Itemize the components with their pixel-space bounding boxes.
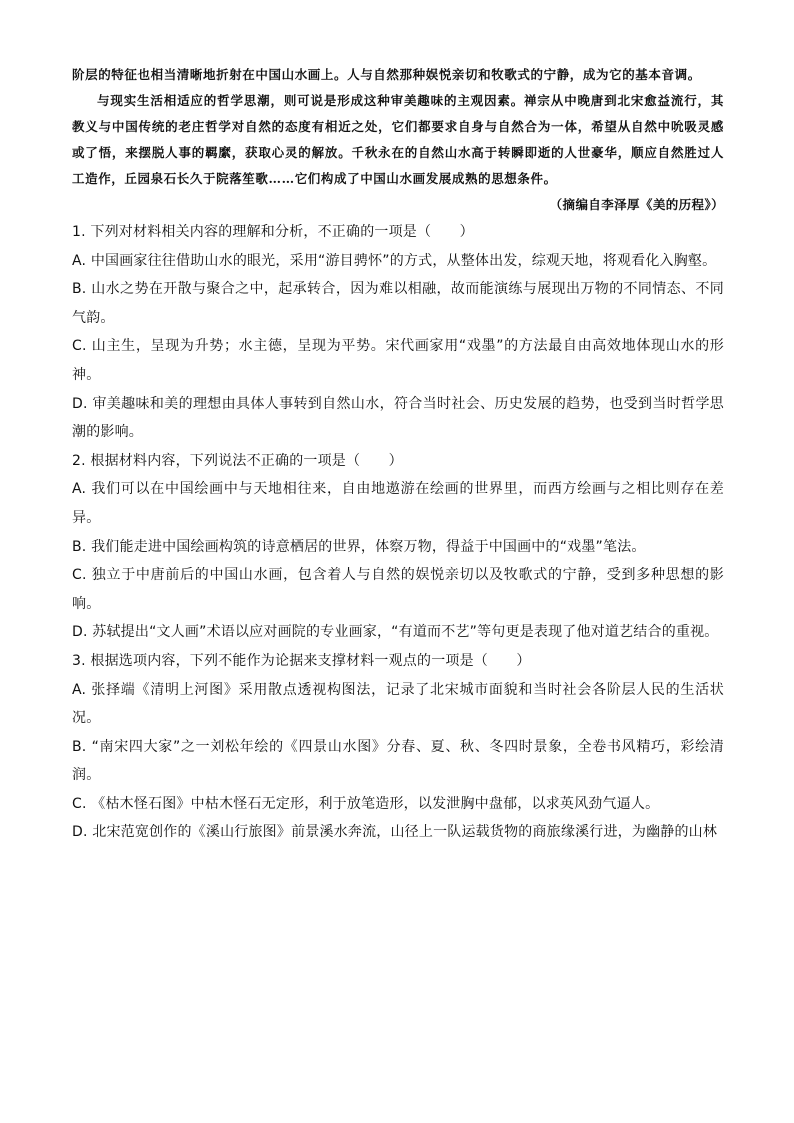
question-3 <box>72 647 724 847</box>
option-a: A. 中国画家往往借助山水的眼光，采用“游目骋怀”的方式，从整体出发，综观天地，将观看化入胸壑。 <box>72 252 717 269</box>
question-1 <box>72 218 724 447</box>
passage-paragraph-continued: 阶层的特征也相当清晰地折射在中国山水画上。人与自然那种娱悦亲切和牧歌式的宁静，成为它的基本音调。 <box>72 67 701 82</box>
option-b: B. 山水之势在开散与聚合之中，起承转合，因为难以相融，故而能演练与展现出万物的不同情态、不同气韵。 <box>72 281 724 326</box>
option-d: D. 审美趣味和美的理想由具体人事转到自然山水，符合当时社会、历史发展的趋势，也受到当时哲学思潮的影响。 <box>72 395 724 441</box>
option-a: A. 张择端《清明上河图》采用散点透视构图法，记录了北宋城市面貌和当时社会各阶层人民的生活状况。 <box>72 681 724 727</box>
option-c: C. 山主生，呈现为升势；水主德，呈现为平势。宋代画家用“戏墨”的方法最自由高效地体现山水的形神。 <box>72 338 724 383</box>
question-stem: 3. 根据选项内容，下列不能作为论据来支撑材料一观点的一项是（ ） <box>72 652 531 669</box>
option-c: C. 独立于中唐前后的中国山水画，包含着人与自然的娱悦亲切以及牧歌式的宁静，受到多种思想的影响。 <box>72 567 724 612</box>
question-2 <box>72 447 724 647</box>
option-b: B. “南宋四大家”之一刘松年绘的《四景山水图》分春、夏、秋、冬四时景象，全卷书风精巧，彩绘清润。 <box>72 738 724 784</box>
option-a: A. 我们可以在中国绘画中与天地相往来，自由地遨游在绘画的世界里，而西方绘画与之相比则存在差异。 <box>72 481 724 526</box>
passage-source-citation: （摘编自李泽厚《美的历程》） <box>549 197 724 212</box>
option-d: D. 苏轼提出“文人画”术语以应对画院的专业画家，“有道而不艺”等句更是表现了他对道艺结合的重视。 <box>72 624 719 641</box>
passage-paragraph: 与现实生活相适应的哲学思潮，则可说是形成这种审美趣味的主观因素。禅宗从中晚唐到北宋愈益流行，其教义与中国传统的老庄哲学对自然的态度有相近之处，它们都要求自身与自然合为一体，希望从自然中吮吸灵感或了悟，来摆脱人事的羁縻，获取心灵的解放。千秋永在的自然山水高于转瞬即逝的人世豪华，顺应自然胜过人工造作，丘园泉石长久于院落笙歌……它们构成了中国山水画发展成熟的思想条件。 <box>72 93 724 186</box>
option-b: B. 我们能走进中国绘画构筑的诗意栖居的世界，体察万物，得益于中国画中的“戏墨”笔法。 <box>72 538 646 555</box>
question-stem: 1. 下列对材料相关内容的理解和分析，不正确的一项是（ ） <box>72 224 474 240</box>
option-c: C. 《枯木怪石图》中枯木怪石无定形，利于放笔造形，以发泄胸中盘郁，以求英风劲气逼人。 <box>72 795 660 812</box>
document-page <box>72 62 724 847</box>
option-d: D. 北宋范宽创作的《溪山行旅图》前景溪水奔流，山径上一队运载货物的商旅缘溪行进，为幽静的山林 <box>72 824 718 841</box>
question-stem: 2. 根据材料内容，下列说法不正确的一项是（ ） <box>72 452 403 469</box>
